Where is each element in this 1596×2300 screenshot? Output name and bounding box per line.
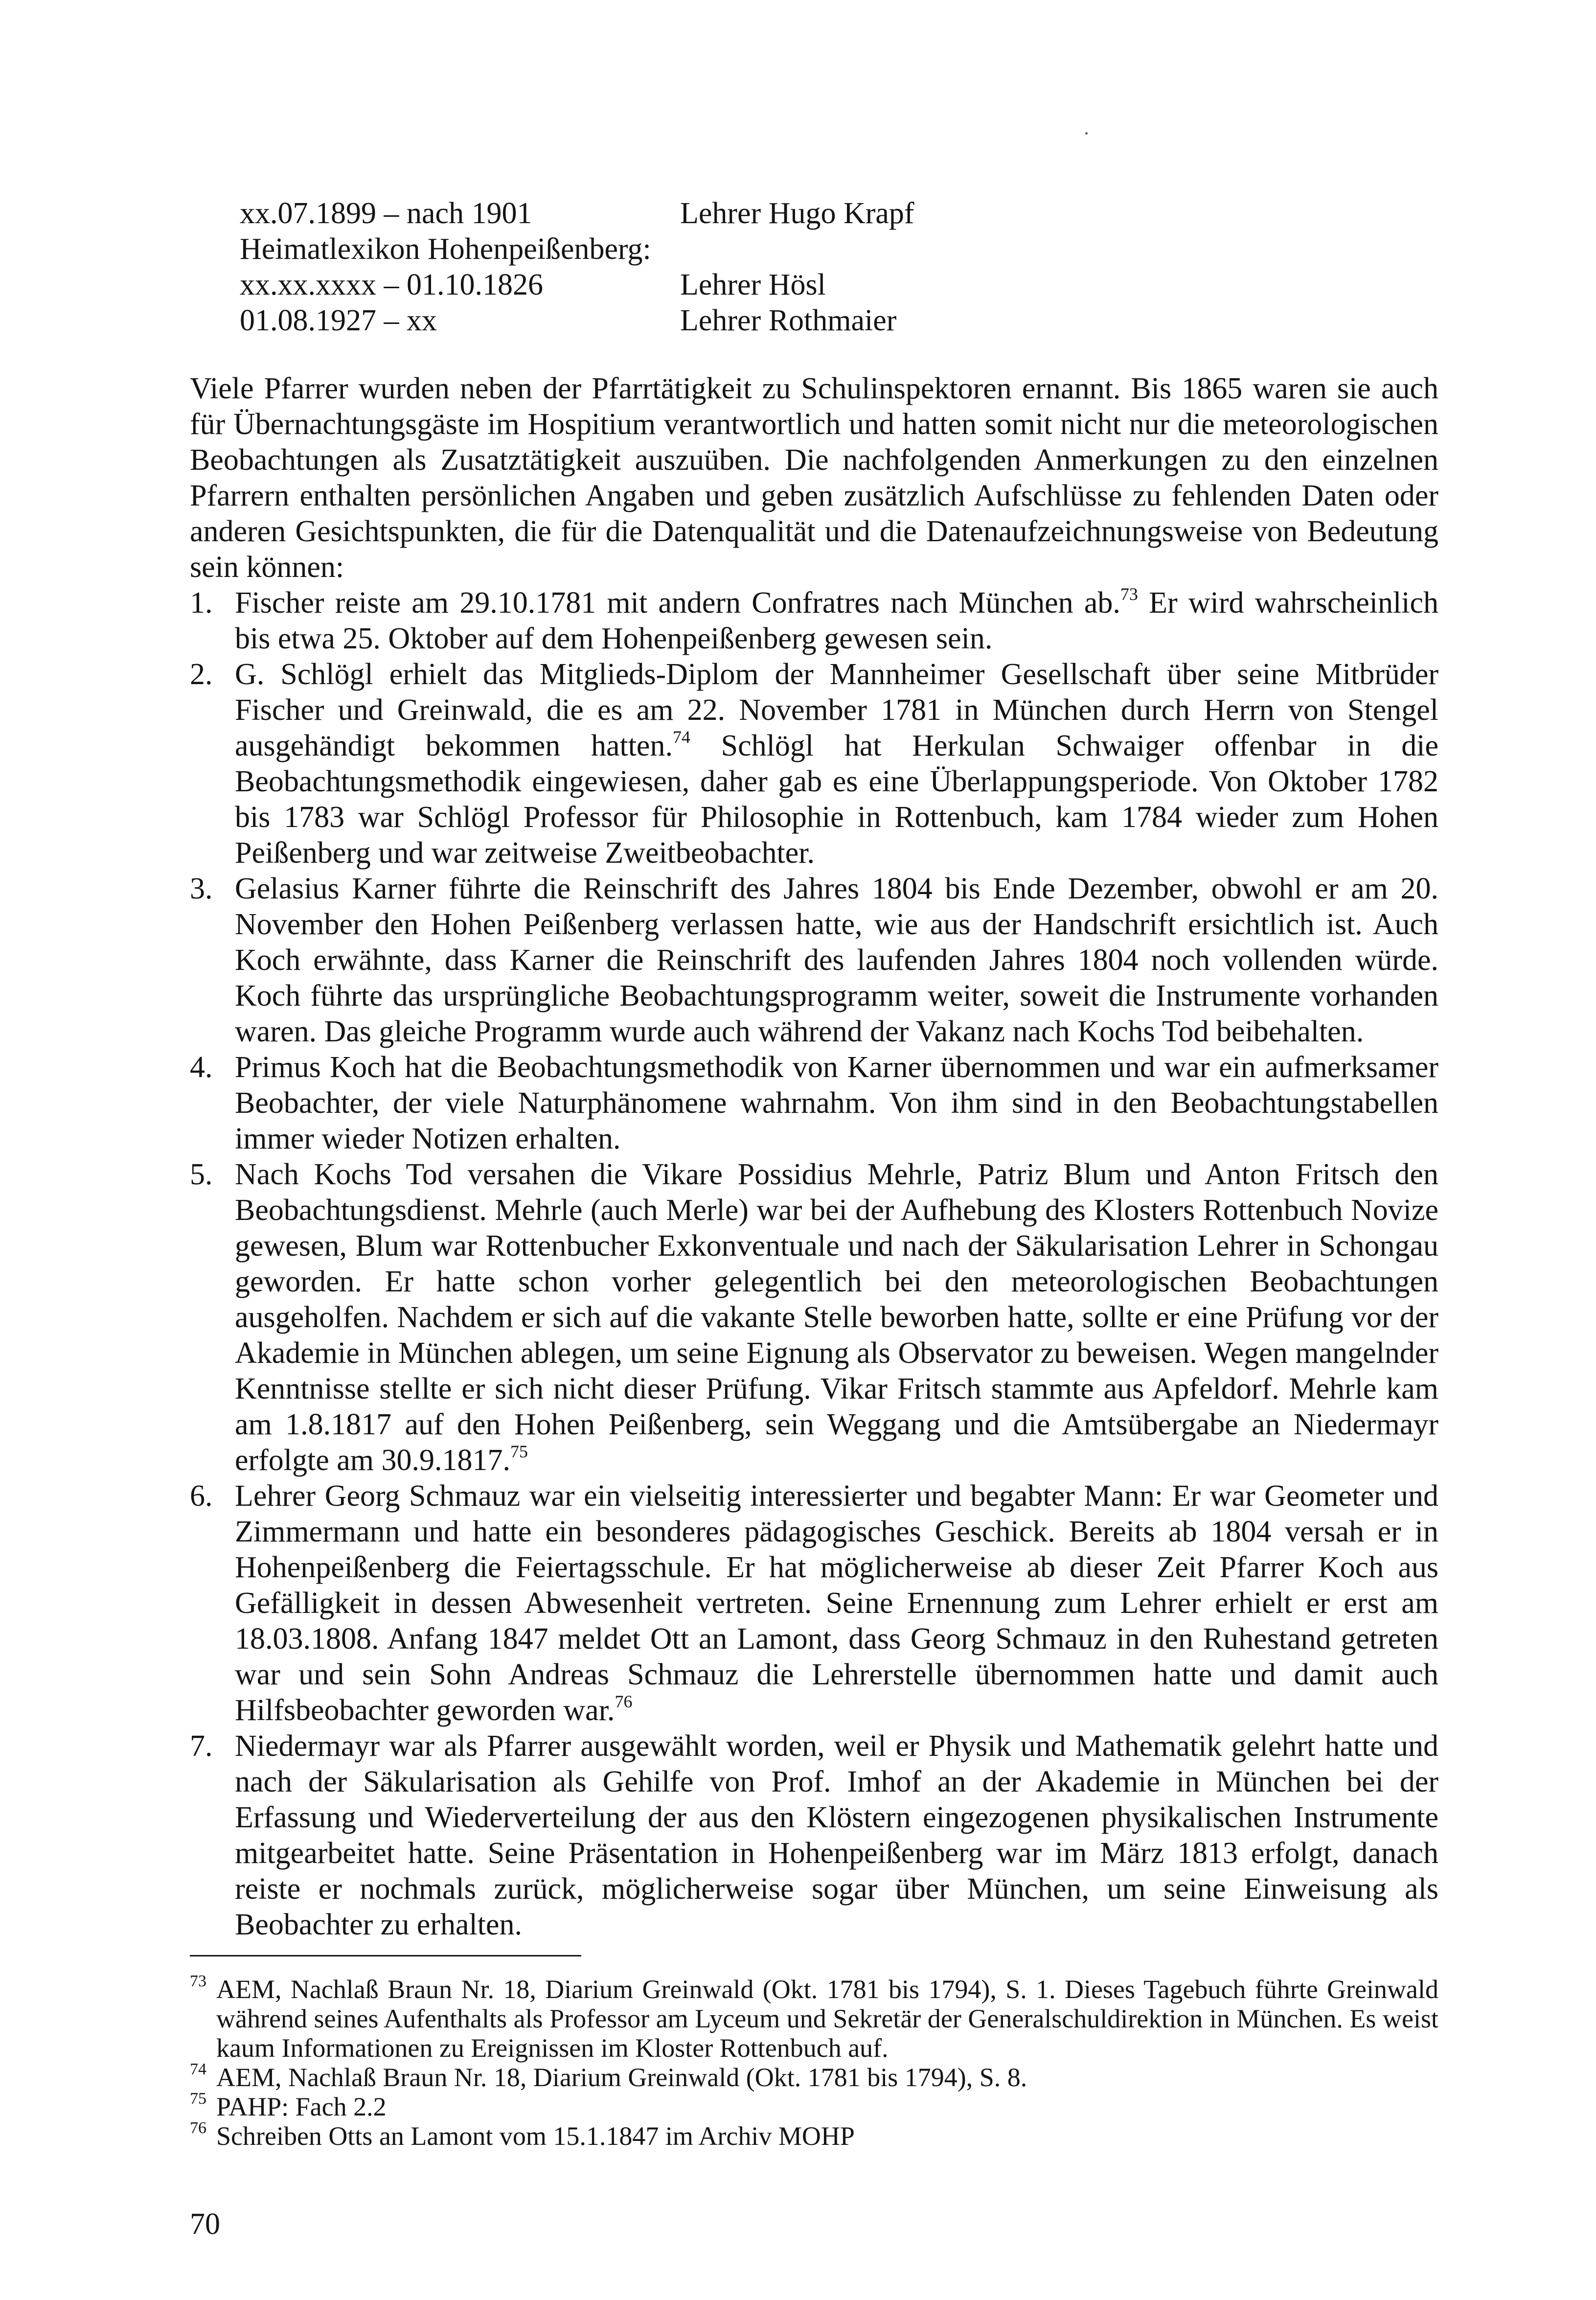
schedule-row <box>240 303 1023 339</box>
page-number: 70 <box>190 2208 220 2241</box>
footnote <box>190 2060 1438 2092</box>
note-text-continued: Er wird wahrscheinlich bis etwa 25. Oktober auf dem Hohenpeißenberg gewesen sein. <box>235 586 1438 655</box>
footnote-separator <box>190 1955 581 1956</box>
footnote-ref[interactable]: 76 <box>615 1692 633 1711</box>
footnote-text: Schreiben Otts an Lamont vom 15.1.1847 im Archiv MOHP <box>216 2121 855 2151</box>
schedule-row <box>240 231 1023 267</box>
note-item <box>190 1050 1438 1157</box>
note-item <box>190 1728 1438 1943</box>
note-item <box>190 1478 1438 1728</box>
body-text <box>190 371 1438 1943</box>
note-item <box>190 657 1438 871</box>
intro-paragraph: Viele Pfarrer wurden neben der Pfarrtätigkeit zu Schulinspektoren ernannt. Bis 1865 waren sie auch für Übernachtungsgäste im Hospitium verantwortlich und hatten somit nicht nur die meteorologischen Beobachtungen als Zusatztätigkeit auszuüben. Die nachfolgenden Anmerkungen zu den einzelnen Pfarrern enthalten persönlichen Angaben und geben zusätzlich Aufschlüsse zu fehlenden Daten oder anderen Gesichtspunkten, die für die Datenqualität und die Datenaufzeichnungsweise von Bedeutung sein können: <box>190 372 1438 584</box>
note-text: Gelasius Karner führte die Reinschrift des Jahres 1804 bis Ende Dezember, obwohl er am 20. November den Hohen Peißenberg verlassen hatte, wie aus der Handschrift ersichtlich ist. Auch Koch erwähnte, dass Karner die Reinschrift des laufenden Jahres 1804 noch vollenden würde. Koch führte das ursprüngliche Beobachtungsprogramm weiter, soweit die Instrumente vorhanden waren. Das gleiche Programm wurde auch während der Vakanz nach Kochs Tod beibehalten. <box>235 872 1438 1048</box>
note-text: Nach Kochs Tod versahen die Vikare Possidius Mehrle, Patriz Blum und Anton Fritsch den Beobachtungsdienst. Mehrle (auch Merle) war bei der Aufhebung des Klosters Rottenbuch Novize gewesen, Blum war Rottenbucher Exkonventuale und nach der Säkularisation Lehrer in Schongau geworden. Er hatte schon vorher gelegentlich bei den meteorologischen Beobachtungen ausgeholfen. Nachdem er sich auf die vakante Stelle beworben hatte, sollte er eine Prüfung vor der Akademie in München ablegen, um seine Eignung als Observator zu beweisen. Wegen mangelnder Kenntnisse stellte er sich nicht dieser Prüfung. Vikar Fritsch stammte aus Apfeldorf. Mehrle kam am 1.8.1817 auf den Hohen Peißenberg, sein Weggang und die Amtsübergabe an Niedermayr erfolgte am 30.9.1817. <box>235 1158 1438 1477</box>
note-text: G. Schlögl erhielt das Mitglieds-Diplom der Mannheimer Gesellschaft über seine Mitbrüder Fischer und Greinwald, die es am 22. November 1781 in München durch Herrn von Stengel ausgehändigt bekommen hatten. <box>235 658 1438 762</box>
note-text: Fischer reiste am 29.10.1781 mit andern Confratres nach München ab. <box>235 586 1120 620</box>
scan-speck <box>1085 132 1088 135</box>
footnote-ref[interactable]: 74 <box>672 727 690 747</box>
footnote-text: AEM, Nachlaß Braun Nr. 18, Diarium Greinwald (Okt. 1781 bis 1794), S. 1. Dieses Tagebuch führte Greinwald während seines Aufenthalts als Professor am Lyceum und Sekretär der Generalschuldirektion in München. Es weist kaum Informationen zu Ereignissen im Kloster Rottenbuch auf. <box>216 1975 1438 2063</box>
footnotes <box>190 1972 1438 2151</box>
footnote <box>190 1972 1438 2063</box>
schedule-date: xx.07.1899 – nach 1901 <box>240 197 532 230</box>
footnote-mark: 76 <box>190 2119 206 2137</box>
schedule-date: xx.xx.xxxx – 01.10.1826 <box>240 268 543 301</box>
note-number: 3. <box>190 872 213 905</box>
note-item <box>190 1157 1438 1478</box>
note-item <box>190 871 1438 1050</box>
schedule-name: Lehrer Hugo Krapf <box>680 197 914 230</box>
footnote <box>190 2121 1438 2151</box>
pastor-notes-list <box>190 585 1438 1943</box>
footnote-mark: 75 <box>190 2090 206 2108</box>
note-text: Niedermayr war als Pfarrer ausgewählt worden, weil er Physik und Mathematik gelehrt hatte und nach der Säkularisation als Gehilfe von Prof. Imhof an der Akademie in München bei der Erfassung und Wiederverteilung der aus den Klöstern eingezogenen physikalischen Instrumente mitgearbeitet hatte. Seine Präsentation in Hohenpeißenberg war im März 1813 erfolgt, danach reiste er nochmals zurück, möglicherweise sogar über München, um seine Einweisung als Beobachter zu erhalten. <box>235 1729 1438 1941</box>
schedule-name: Lehrer Hösl <box>680 268 826 301</box>
note-number: 6. <box>190 1479 213 1513</box>
note-text-continued: Schlögl hat Herkulan Schwaiger offenbar in die Beobachtungsmethodik eingewiesen, daher gab es eine Überlappungsperiode. Von Oktober 1782 bis 1783 war Schlögl Professor für Philosophie in Rottenbuch, kam 1784 wieder zum Hohen Peißenberg und war zeitweise Zweitbeobachter. <box>235 729 1438 870</box>
schedule-date: Heimatlexikon Hohenpeißenberg: <box>240 232 651 266</box>
footnote-text: PAHP: Fach 2.2 <box>216 2092 387 2121</box>
footnote-mark: 73 <box>190 1972 206 1990</box>
note-number: 1. <box>190 586 213 620</box>
schedule-row <box>240 196 1023 231</box>
footnote-ref[interactable]: 75 <box>510 1442 528 1461</box>
teacher-schedule <box>240 196 1023 339</box>
note-number: 4. <box>190 1051 213 1084</box>
footnote-text: AEM, Nachlaß Braun Nr. 18, Diarium Greinwald (Okt. 1781 bis 1794), S. 8. <box>216 2063 1027 2092</box>
schedule-row <box>240 267 1023 303</box>
footnote <box>190 2092 1438 2121</box>
schedule-name: Lehrer Rothmaier <box>680 304 897 337</box>
note-number: 2. <box>190 658 213 691</box>
note-number: 7. <box>190 1729 213 1763</box>
note-item <box>190 585 1438 657</box>
note-text: Lehrer Georg Schmauz war ein vielseitig interessierter und begabter Mann: Er war Geometer und Zimmermann und hatte ein besonderes pädagogisches Geschick. Bereits ab 1804 versah er in Hohenpeißenberg die Feiertagsschule. Er hat möglicherweise ab dieser Zeit Pfarrer Koch aus Gefälligkeit in dessen Abwesenheit vertreten. Seine Ernennung zum Lehrer erhielt er erst am 18.03.1808. Anfang 1847 meldet Ott an Lamont, dass Georg Schmauz in den Ruhestand getreten war und sein Sohn Andreas Schmauz die Lehrerstelle übernommen hatte und damit auch Hilfsbeobachter geworden war. <box>235 1479 1438 1727</box>
footnote-ref[interactable]: 73 <box>1120 584 1138 604</box>
note-number: 5. <box>190 1158 213 1191</box>
note-text: Primus Koch hat die Beobachtungsmethodik von Karner übernommen und war ein aufmerksamer Beobachter, der viele Naturphänomene wahrnahm. Von ihm sind in den Beobachtungstabellen immer wieder Notizen erhalten. <box>235 1051 1438 1155</box>
schedule-date: 01.08.1927 – xx <box>240 304 437 337</box>
footnote-mark: 74 <box>190 2060 206 2078</box>
